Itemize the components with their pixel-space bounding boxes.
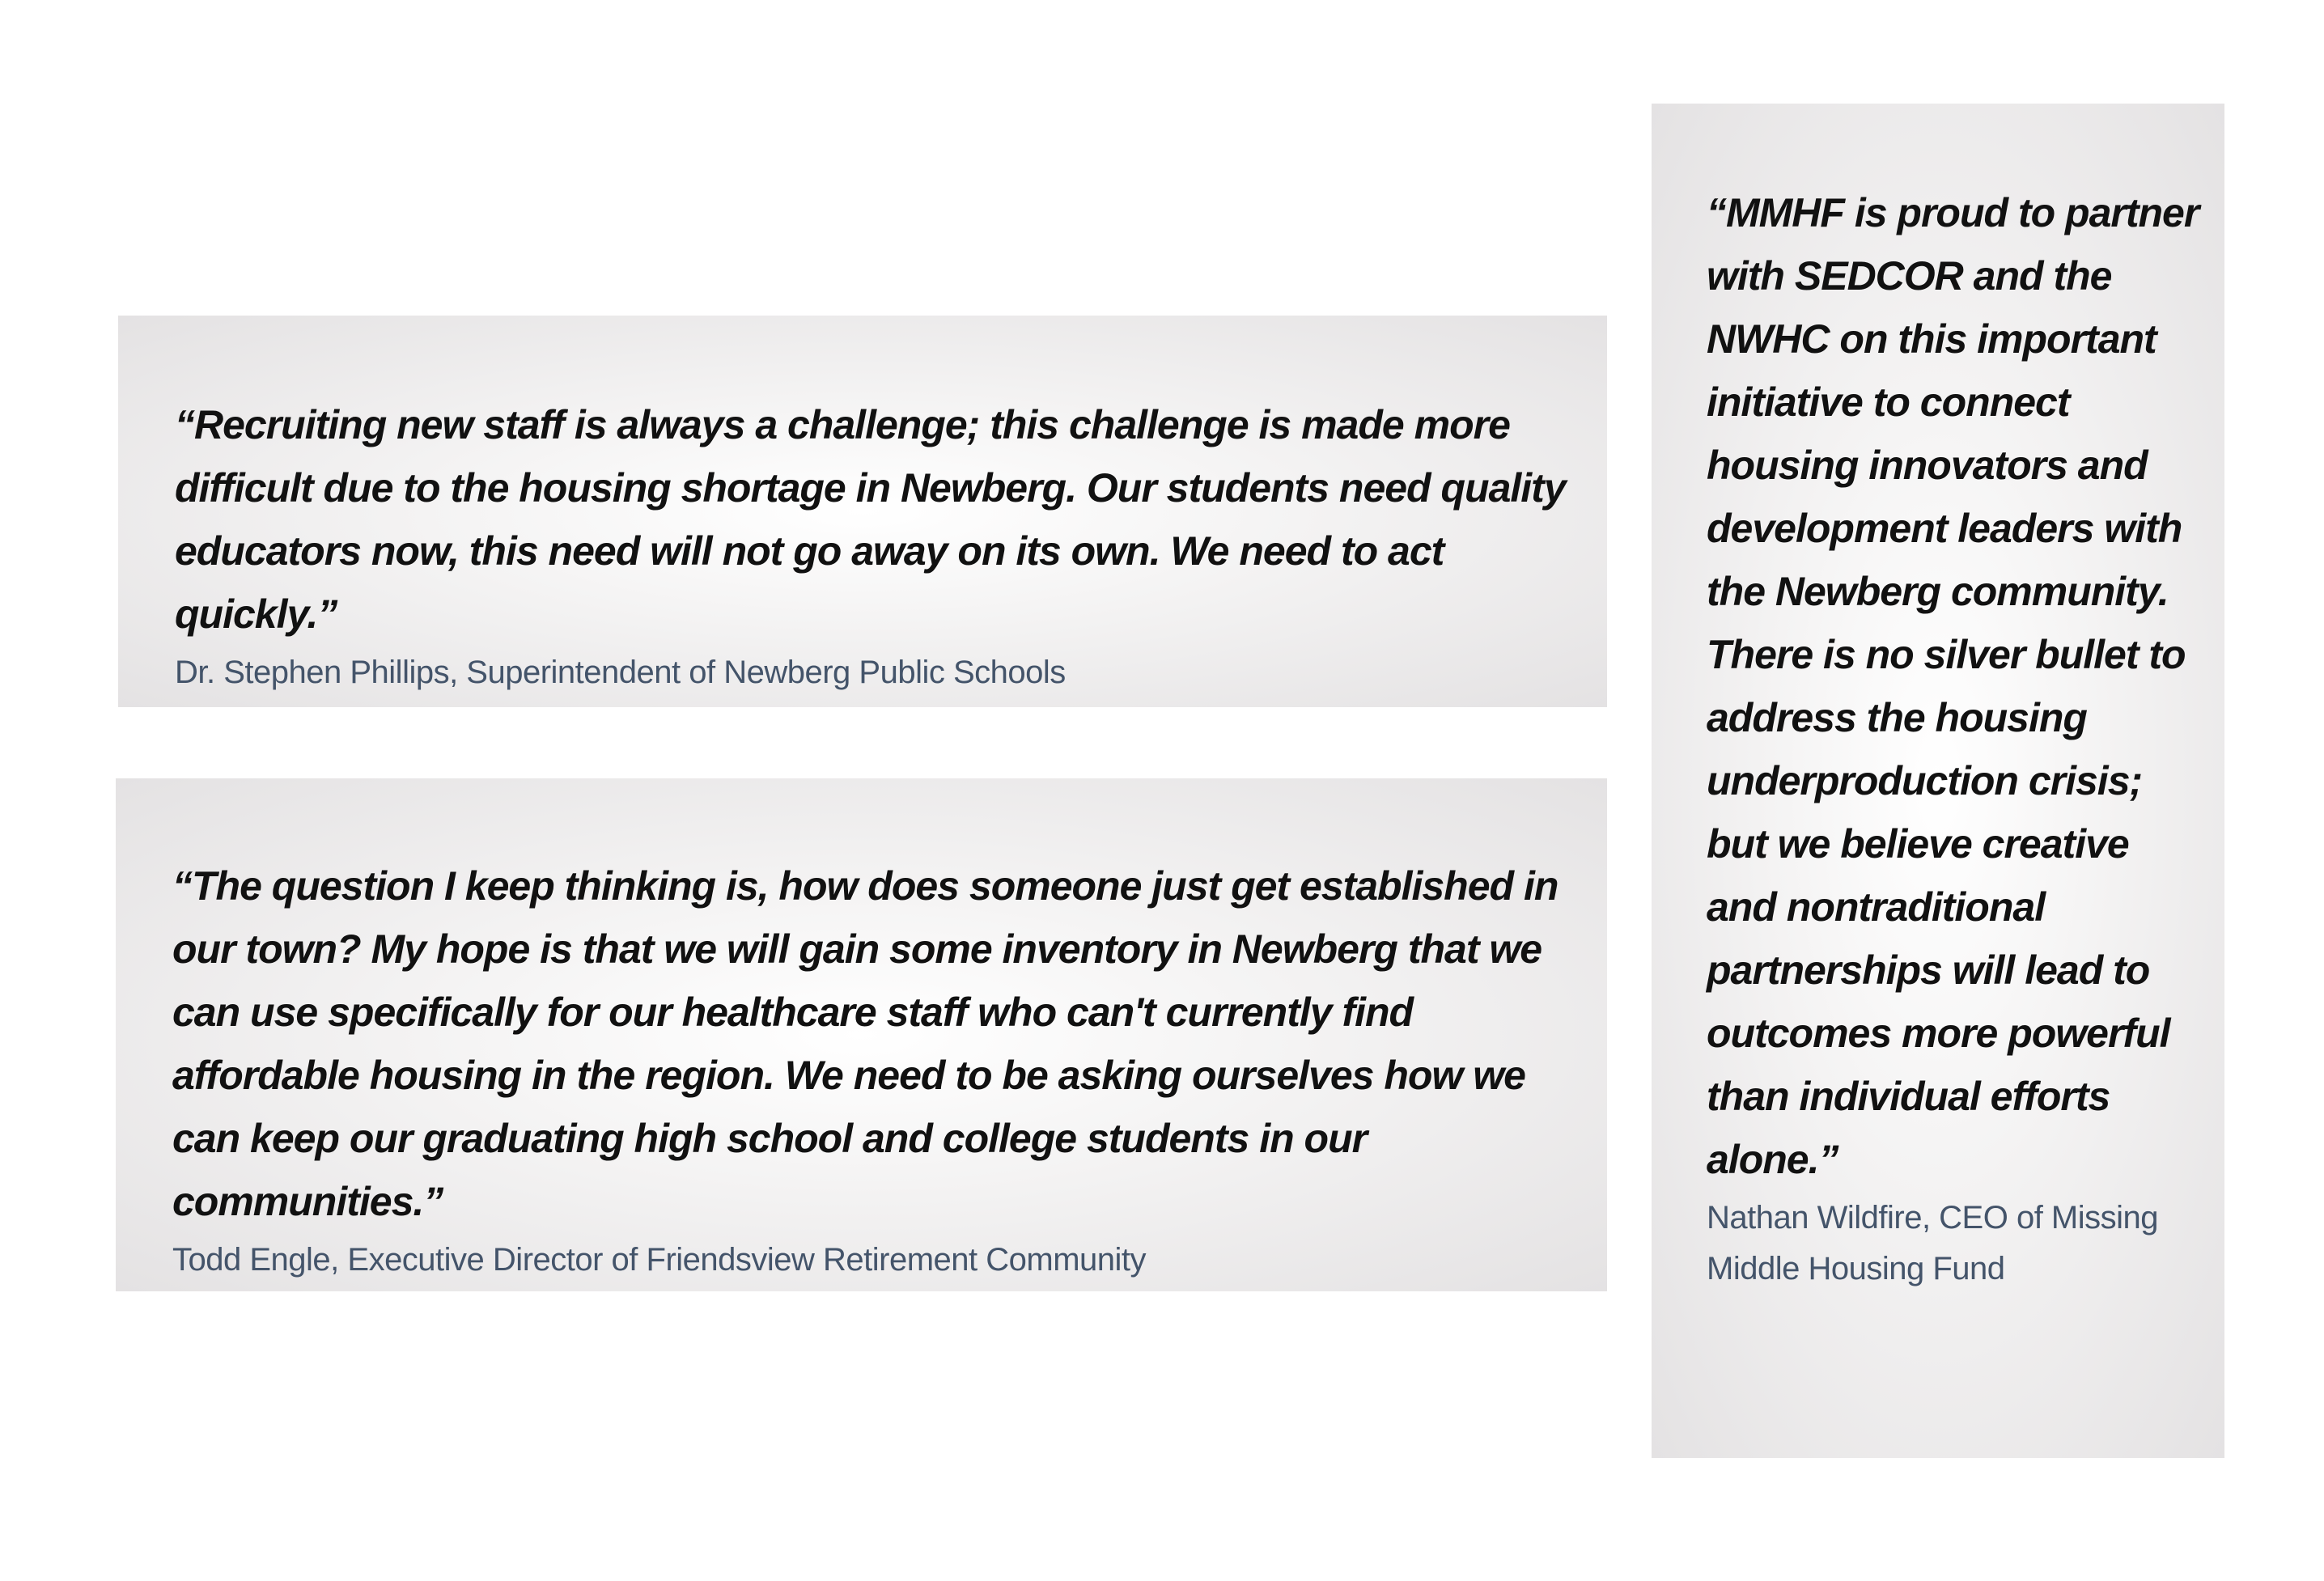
quote-text: “Recruiting new staff is always a challenge; this challenge is made more difficult due to the housing shortage in Newberg. Our students need quality educators now, this need will not go away on its own. We need to act quickly.” xyxy=(175,402,1566,637)
quote-box-wildfire xyxy=(1652,104,2224,1458)
quote-text: “MMHF is proud to partner with SEDCOR and the NWHC on this important initiative to connect housing innovators and development leaders with the Newberg community. There is no silver bullet to address the housing underproduction crisis; but we believe creative and nontraditional partnerships will lead to outcomes more powerful than individual efforts alone.” xyxy=(1707,190,2199,1182)
quote-attribution: Todd Engle, Executive Director of Friendsview Retirement Community xyxy=(172,1242,1147,1278)
quote-box-engle xyxy=(116,778,1607,1291)
quote-text: “The question I keep thinking is, how does someone just get established in our town? My hope is that we will gain some inventory in Newberg that we can use specifically for our healthcare staff who can't currently find affordable housing in the region. We need to be asking ourselves how we can keep our graduating high school and college students in our communities.” xyxy=(172,863,1559,1224)
quote-box-phillips xyxy=(118,316,1607,707)
quote-attribution: Dr. Stephen Phillips, Superintendent of Newberg Public Schools xyxy=(175,655,1066,690)
quote-attribution: Nathan Wildfire, CEO of Missing Middle Housing Fund xyxy=(1707,1200,2159,1286)
